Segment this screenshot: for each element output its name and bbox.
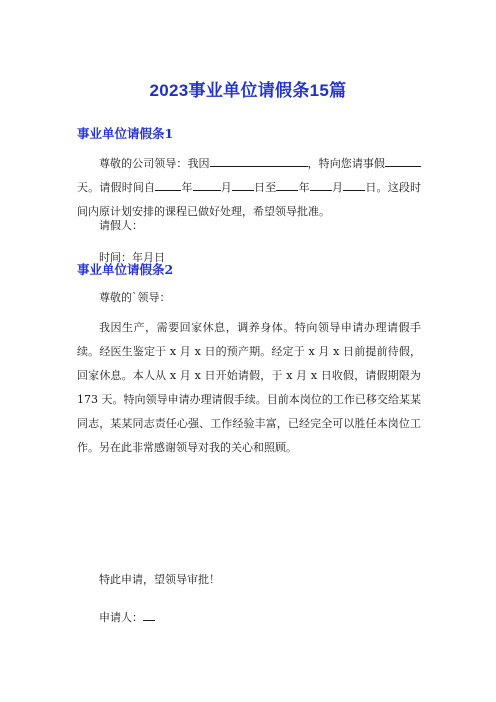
text-run: 月 (220, 181, 232, 194)
text-run: ，特向您请事假 (307, 157, 386, 170)
text-run: 日。这段时间内原计划安排的课程已做好处理，希望领导批准。 (77, 181, 422, 218)
text-run: 日至 (253, 181, 277, 194)
applicant-label: 申请人： (99, 611, 143, 624)
blank-line (210, 154, 308, 167)
blank-line (232, 178, 254, 191)
text-run: 尊敬的公司领导：我因 (99, 157, 210, 170)
blank-line (385, 154, 421, 167)
date-line: 时间：年月日 (99, 251, 165, 264)
blank-line (276, 178, 298, 191)
section2-body: 我因生产，需要回家休息，调养身体。特向领导申请办理请假手续。经医生鉴定于 x 月 x 日的预产期。经定于 x 月 x 日前提前待假，回家休息。本人从 x 月 x 日开始请假，于 x 月 x 日收假，请假期限为 173 天。特向领导申请办理请假手续。目前本岗位的工作已移交给某某同志，某某同志责任心强、工作经验丰富，已经完全可以胜任本岗位工作。另在此非常感谢领导对我的关心和照顾。 (77, 321, 421, 454)
blank-line (343, 178, 365, 191)
signature-line (77, 606, 421, 630)
text-run: 月 (331, 181, 344, 194)
section-heading-1: 事业单位请假条1 (77, 126, 174, 141)
request-line: 特此申请，望领导审批！ (99, 573, 220, 586)
greeting-line: 尊敬的`领导： (99, 291, 171, 304)
text-run: 年 (181, 181, 193, 194)
blank-line (155, 178, 181, 191)
document-title: 2023事业单位请假条15篇 (149, 81, 347, 100)
blank-line (193, 178, 221, 191)
text-run: 天。请假时间自 (77, 181, 156, 194)
text-run: 年 (298, 181, 310, 194)
applicant-line: 请假人： (99, 219, 143, 232)
blank-line (143, 608, 155, 621)
blank-line (310, 178, 332, 191)
section-heading-2: 事业单位请假条2 (77, 262, 174, 277)
